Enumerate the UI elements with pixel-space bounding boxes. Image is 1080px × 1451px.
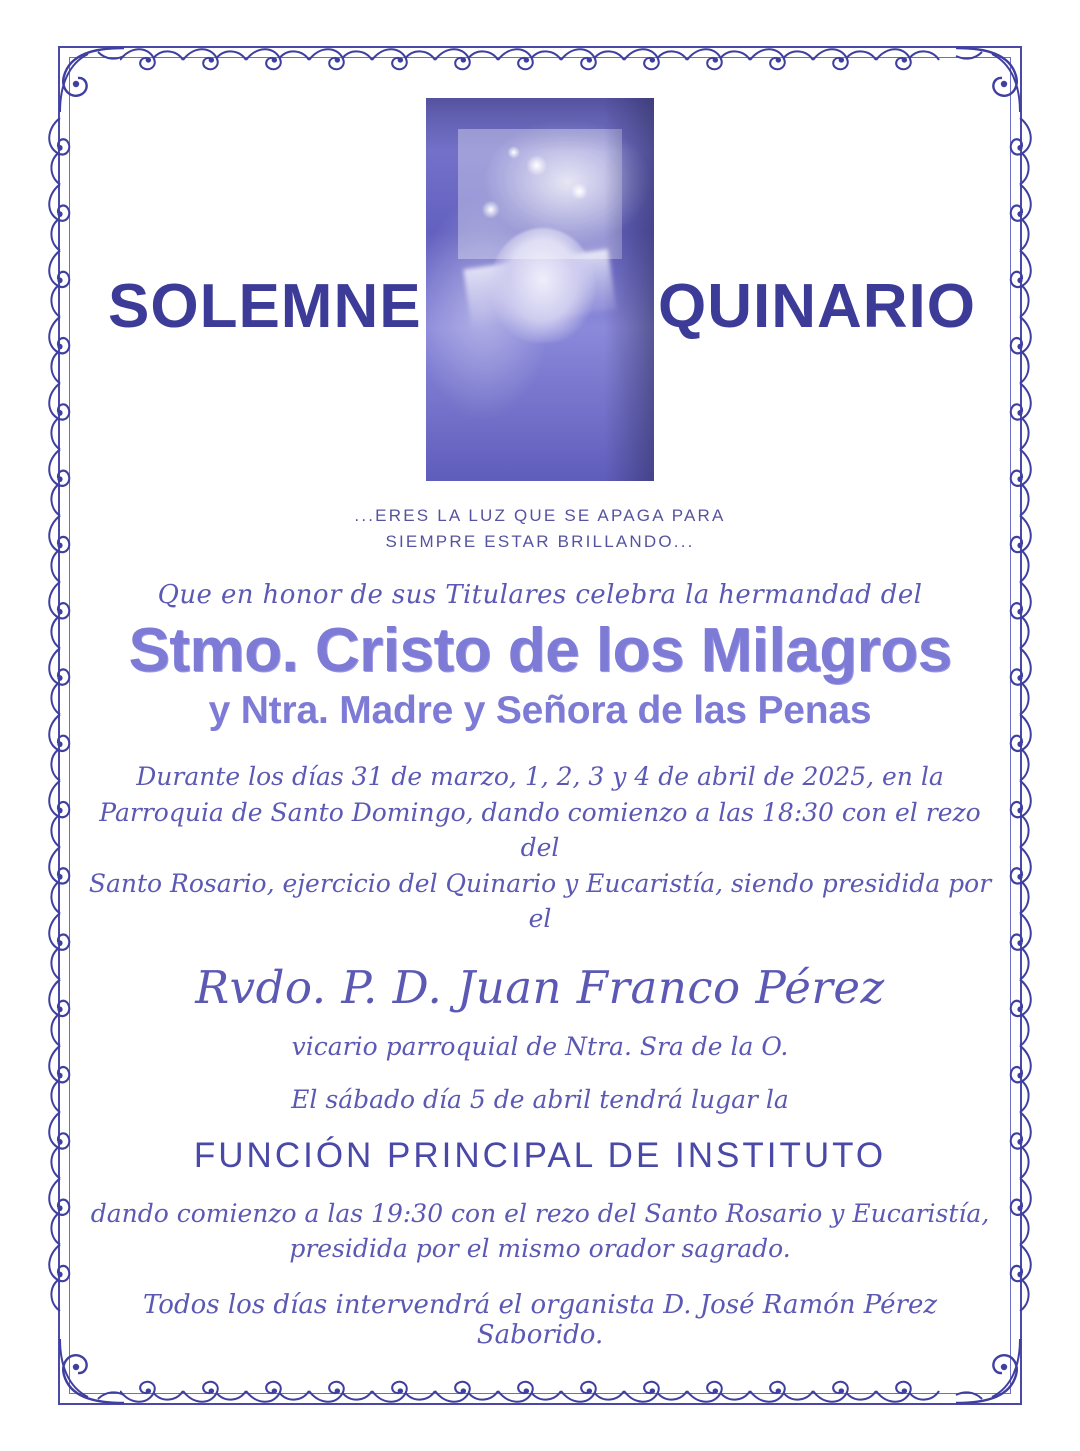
schedule-paragraph: [86, 759, 994, 937]
funcion-details: [86, 1196, 994, 1266]
title-main: Stmo. Cristo de los Milagros: [128, 616, 952, 685]
celebrant-name: Rvdo. P. D. Juan Franco Pérez: [195, 960, 885, 1014]
silver-halo-icon: [458, 129, 622, 259]
headline-quinario: QUINARIO: [658, 272, 976, 341]
quote-block: [260, 503, 820, 554]
funcion-principal-title: FUNCIÓN PRINCIPAL DE INSTITUTO: [193, 1135, 887, 1175]
organist-line: Todos los días intervendrá el organista D. José Ramón Pérez Saborido.: [142, 1289, 938, 1350]
border-flourish-right-icon: [1004, 118, 1036, 1333]
quote-line-1: ...ERES LA LUZ QUE SE APAGA PARA: [354, 506, 726, 525]
quote-line-2: SIEMPRE ESTAR BRILLANDO...: [385, 531, 695, 551]
headline-solemne: SOLEMNE: [108, 272, 422, 341]
honor-line: Que en honor de sus Titulares celebra la hermandad del: [157, 580, 923, 610]
funcion-line-2: presidida por el mismo orador sagrado.: [289, 1233, 791, 1263]
border-flourish-bottom-icon: [120, 1375, 960, 1407]
photo-shadow-right: [604, 98, 654, 481]
photo-frame: [426, 98, 654, 481]
celebrant-role: vicario parroquial de Ntra. Sra de la O.: [291, 1031, 789, 1061]
devotional-photograph: [426, 98, 654, 481]
saturday-line: El sábado día 5 de abril tendrá lugar la: [291, 1084, 789, 1114]
schedule-line-2: Parroquia de Santo Domingo, dando comienzo a las 18:30 con el rezo del: [99, 797, 981, 863]
border-flourish-top-icon: [120, 44, 960, 76]
border-flourish-left-icon: [44, 118, 76, 1333]
poster-content: [86, 80, 994, 1371]
title-sub: y Ntra. Madre y Señora de las Penas: [208, 689, 872, 733]
schedule-line-3: Santo Rosario, ejercicio del Quinario y Eucaristía, siendo presidida por el: [88, 868, 992, 934]
schedule-line-1: Durante los días 31 de marzo, 1, 2, 3 y 4 de abril de 2025, en la: [136, 762, 944, 792]
funcion-line-1: dando comienzo a las 19:30 con el rezo del Santo Rosario y Eucaristía,: [90, 1198, 990, 1228]
